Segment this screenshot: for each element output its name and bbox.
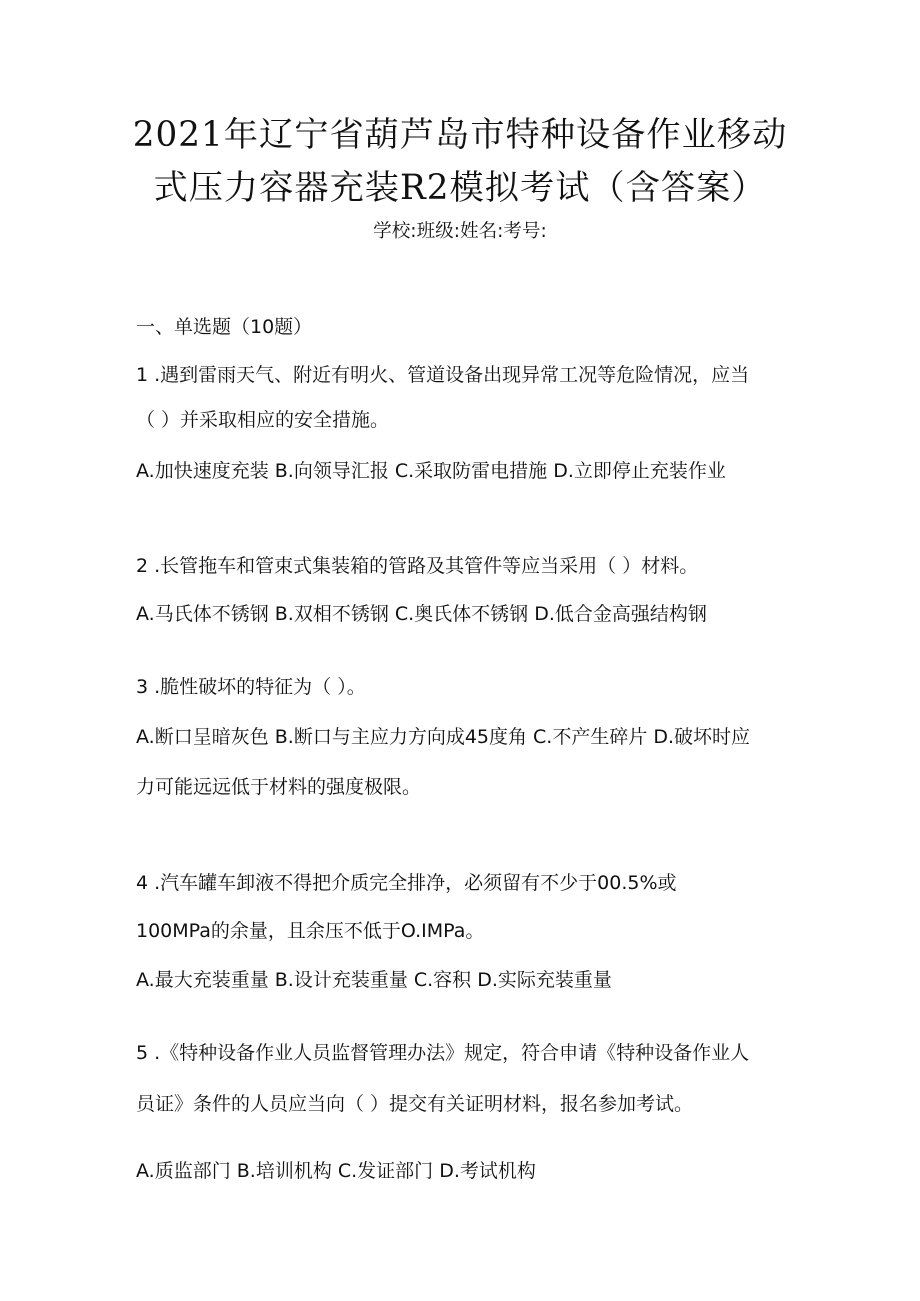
title-line-1: 2021年辽宁省葫芦岛市特种设备作业移动 [132,115,788,155]
section-heading: 一、单选题（10题） [136,316,313,338]
question-1-text: 1 .遇到雷雨天气、附近有明火、管道设备出现异常工况等危险情况，应当 [136,364,750,386]
question-4-options: A.最大充装重量 B.设计充装重量 C.容积 D.实际充装重量 [136,969,612,991]
title-line-2: 式压力容器充装R2模拟考试（含答案） [153,168,767,208]
question-1-text: （ ）并采取相应的安全措施。 [136,409,390,431]
student-info-line: 学校:班级:姓名:考号: [373,221,547,242]
question-5-text: 员证》条件的人员应当向（ ）提交有关证明材料，报名参加考试。 [136,1093,694,1115]
question-3-options: 力可能远远低于材料的强度极限。 [136,776,422,798]
question-4-text: 4 .汽车罐车卸液不得把介质完全排净，必须留有不少于00.5%或 [136,872,677,894]
question-4-text: 100MPa的余量，且余压不低于O.IMPa。 [136,920,485,942]
question-1-options: A.加快速度充装 B.向领导汇报 C.采取防雷电措施 D.立即停止充装作业 [136,460,726,482]
question-3-text: 3 .脆性破坏的特征为（ ）。 [136,676,366,698]
question-2-options: A.马氏体不锈钢 B.双相不锈钢 C.奥氏体不锈钢 D.低合金高强结构钢 [136,603,707,625]
question-2-text: 2 .长管拖车和管束式集装箱的管路及其管件等应当采用（ ）材料。 [136,555,699,577]
question-5-text: 5 .《特种设备作业人员监督管理办法》规定，符合申请《特种设备作业人 [136,1042,750,1064]
question-5-options: A.质监部门 B.培训机构 C.发证部门 D.考试机构 [136,1160,536,1182]
question-3-options: A.断口呈暗灰色 B.断口与主应力方向成45度角 C.不产生碎片 D.破坏时应 [136,726,751,748]
